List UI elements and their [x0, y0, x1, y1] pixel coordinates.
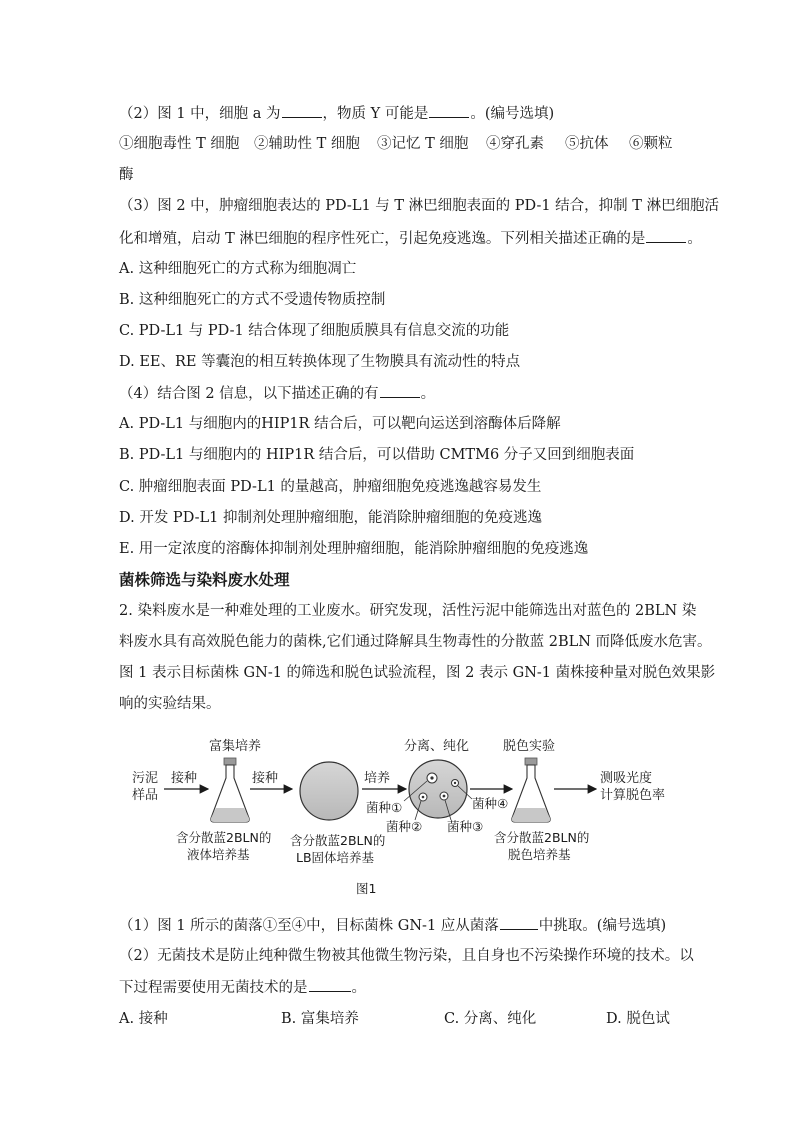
- q2b-line-1: （2）无菌技术是防止纯种微生物被其他微生物污染，且自身也不污染操作环境的技术。以: [119, 948, 694, 964]
- q2-option-2: ②辅助性 T 细胞: [254, 136, 360, 152]
- answer-blank[interactable]: [282, 103, 322, 118]
- colony-2-label: 菌种②: [386, 819, 423, 834]
- q2b-line-2-text: 下过程需要使用无菌技术的是: [119, 980, 308, 996]
- colony-3-label: 菌种③: [447, 819, 484, 834]
- flask-1-caption-1: 含分散蓝2BLN的: [176, 830, 272, 845]
- q2-option-6: ⑥颗粒: [629, 136, 673, 152]
- colony-1-label: 菌种①: [366, 800, 403, 815]
- q4-choice-e: E. 用一定浓度的溶酶体抑制剂处理肿瘤细胞，能消除肿瘤细胞的免疫逃逸: [119, 541, 589, 557]
- q4-header-text: （4）结合图 2 信息，以下描述正确的有: [119, 386, 379, 402]
- intro-line-3: 图 1 表示目标菌株 GN-1 的筛选和脱色试验流程，图 2 表示 GN-1 菌株接种量对脱色效果影: [119, 665, 716, 681]
- q2-option-1: ①细胞毒性 T 细胞: [119, 136, 240, 152]
- q4-choice-b: B. PD-L1 与细胞内的 HIP1R 结合后，可以借助 CMTM6 分子又回到细胞表面: [119, 447, 635, 463]
- q3-choice-b: B. 这种细胞死亡的方式不受遗传物质控制: [119, 292, 386, 308]
- lb-plate: [300, 762, 358, 820]
- figure-label: 图1: [356, 881, 377, 896]
- q2-header: [119, 103, 554, 124]
- flask-1-caption-2: 液体培养基: [187, 847, 250, 862]
- q2-option-3: ③记忆 T 细胞: [377, 136, 469, 152]
- plate-caption-2: LB固体培养基: [296, 850, 375, 865]
- intro-line-4: 响的实验结果。: [119, 696, 221, 712]
- decolor-title: 脱色实验: [503, 739, 556, 754]
- q1-text: （1）图 1 所示的菌落①至④中，目标菌株 GN-1 应从菌落: [119, 918, 499, 934]
- enrichment-flask: [211, 758, 249, 822]
- arrow-3-label: 培养: [364, 771, 391, 786]
- q2-header-mid: ，物质 Y 可能是: [322, 106, 429, 122]
- q2-header-post: 。(编号选填): [470, 106, 555, 122]
- q4-header: [119, 383, 435, 404]
- plate-caption-1: 含分散蓝2BLN的: [290, 833, 386, 848]
- q2-option-6-wrap: 酶: [119, 167, 134, 183]
- arrow-1-label: 接种: [171, 771, 198, 786]
- q4-header-end: 。: [420, 386, 436, 402]
- arrow-2-label: 接种: [252, 771, 279, 786]
- q3-line-1: （3）图 2 中，肿瘤细胞表达的 PD-L1 与 T 淋巴细胞表面的 PD-1 结合，抑制 T 淋巴细胞活: [119, 198, 720, 214]
- q2-header-pre: （2）图 1 中，细胞 a 为: [119, 106, 281, 122]
- q4-choice-c: C. 肿瘤细胞表面 PD-L1 的量越高，肿瘤细胞免疫逃逸越容易发生: [119, 479, 542, 495]
- q1-line: [119, 915, 666, 936]
- q3-line-2: [119, 228, 702, 249]
- q2-option-5: ⑤抗体: [565, 136, 609, 152]
- q1-end: 中挑取。(编号选填): [538, 918, 667, 934]
- q3-choice-a: A. 这种细胞死亡的方式称为细胞凋亡: [119, 261, 357, 277]
- section-title: 菌株筛选与染料废水处理: [119, 571, 290, 589]
- result-label-1: 测吸光度: [600, 771, 653, 786]
- result-label-2: 计算脱色率: [600, 788, 666, 803]
- answer-blank[interactable]: [500, 915, 538, 930]
- colony-4-label: 菌种④: [472, 796, 509, 811]
- answer-blank[interactable]: [309, 977, 351, 992]
- figure-1-diagram: [0, 730, 794, 900]
- intro-line-1: 2. 染料废水是一种难处理的工业废水。研究发现，活性污泥中能筛选出对蓝色的 2BLN 染: [119, 603, 697, 619]
- q4-choice-d: D. 开发 PD-L1 抑制剂处理肿瘤细胞，能消除肿瘤细胞的免疫逃逸: [119, 510, 542, 526]
- q3-line-2-end: 。: [687, 231, 702, 247]
- q2b-option-d: D. 脱色试: [606, 1011, 670, 1027]
- flask-2-caption-1: 含分散蓝2BLN的: [494, 830, 590, 845]
- q2-option-4: ④穿孔素: [486, 136, 544, 152]
- answer-blank[interactable]: [380, 383, 420, 398]
- separation-plate: [404, 760, 472, 820]
- q3-choice-d: D. EE、RE 等囊泡的相互转换体现了生物膜具有流动性的特点: [119, 354, 521, 370]
- q2b-option-a: A. 接种: [119, 1011, 168, 1027]
- separation-title: 分离、纯化: [404, 739, 470, 754]
- sludge-label-1: 污泥: [132, 771, 159, 786]
- q2b-option-c: C. 分离、纯化: [444, 1011, 537, 1027]
- q2b-line-2: [119, 977, 366, 998]
- answer-blank[interactable]: [429, 103, 469, 118]
- decolor-flask: [512, 758, 550, 822]
- answer-blank[interactable]: [646, 228, 686, 243]
- intro-line-2: 料废水具有高效脱色能力的菌株,它们通过降解具生物毒性的分散蓝 2BLN 而降低废水危害。: [119, 634, 712, 650]
- sludge-label-2: 样品: [132, 788, 159, 803]
- enrich-title: 富集培养: [209, 739, 262, 754]
- flask-2-caption-2: 脱色培养基: [508, 847, 571, 862]
- q4-choice-a: A. PD-L1 与细胞内的HIP1R 结合后，可以靶向运送到溶酶体后降解: [119, 416, 561, 432]
- q2b-line-2-end: 。: [351, 980, 366, 996]
- q3-line-2-text: 化和增殖，启动 T 淋巴细胞的程序性死亡，引起免疫逃逸。下列相关描述正确的是: [119, 231, 646, 247]
- q3-choice-c: C. PD-L1 与 PD-1 结合体现了细胞质膜具有信息交流的功能: [119, 323, 510, 339]
- q2b-option-b: B. 富集培养: [281, 1011, 359, 1027]
